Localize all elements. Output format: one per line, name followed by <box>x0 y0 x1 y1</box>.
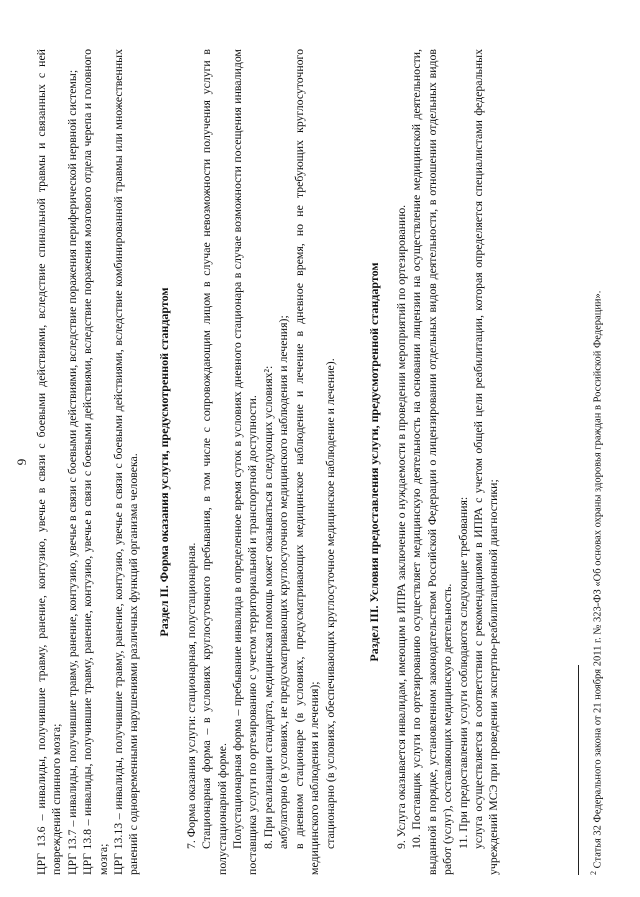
section-3-item-9: 9. Услуга оказывается инвалидам, имеющим в ИПРА заключение о нуждаемости в проведении мероприятий по ортезированию. <box>393 204 408 849</box>
section-2-item-8: 8. При реализации стандарта, медицинская помощь может оказываться в следующих условиях²: <box>260 365 275 849</box>
footnote-text: Статья 32 Федерального закона от 21 ноября 2011 г. № 323-ФЗ «Об основах охраны здоровья граждан в Российской Федерации». <box>592 290 604 869</box>
section-2-outpatient: амбулаторно (в условиях, не предусматривающих круглосуточного медицинского наблюдения и лечения); <box>276 315 291 849</box>
section-3-heading: Раздел III. Условия предоставления услуги, предусмотренной стандартом <box>366 262 381 662</box>
section-2-inpatient: стационарно (в условиях, обеспечивающих круглосуточное медицинское наблюдение и лечение). <box>322 358 337 849</box>
footnote-divider <box>578 665 579 875</box>
page-number: 9 <box>14 458 29 466</box>
section-2-stationary-form: Стационарная форма – в условиях круглосуточного пребывания, в том числе с сопровождающим лицом в случае невозможности получения услуги в полустационарной форме. <box>199 49 229 875</box>
crg-13-13-paragraph: ЦРГ 13.13 – инвалиды, получившие травму, ранение, контузию, увечье в связи с боевыми действиями, вследствие комбинированной травмы или множественных ранений с одновременными нарушениями различных функций организма человека. <box>111 49 141 875</box>
footnote-marker: 2 <box>589 871 598 875</box>
crg-13-7-paragraph: ЦРГ 13.7 – инвалиды, получившие травму, ранение, контузию, увечье в связи с боевыми действиями, вследствие поражения периферической нервной системы; <box>64 69 79 875</box>
section-2-day-hospital: в дневном стационаре (в условиях, предусматривающих медицинское наблюдение и лечение в дневное время, но не требующих круглосуточного медицинского наблюдения и лечения); <box>291 49 322 875</box>
footnote-area <box>578 49 606 875</box>
section-3-requirement: услуга осуществляется в соответствии с рекомендациями в ИПРА с учетом общей цели реабилитации, которая определяется специалистами федеральных учреждений МСЭ при проведении экспертно-реабилитационной диагностики; <box>470 49 501 875</box>
crg-13-8-paragraph: ЦРГ 13.8 – инвалиды, получившие травму, ранение, контузию, увечье в связи с боевыми действиями, вследствие поражения мозгового отдела черепа и головного мозга; <box>80 49 110 875</box>
page-body <box>14 49 502 875</box>
section-2-heading: Раздел II. Форма оказания услуги, предусмотренной стандартом <box>156 287 171 637</box>
footnote <box>587 49 606 875</box>
crg-13-6-paragraph: ЦРГ 13.6 – инвалиды, получившие травму, ранение, контузию, увечье в связи с боевыми действиями, вследствие спинальной травмы и связанных с ней повреждений спинного мозга; <box>34 49 64 875</box>
section-3-item-10: 10. Поставщик услуги по ортезированию осуществляет медицинскую деятельность на основании лицензии на осуществление медицинской деятельности, выданной в порядке, установленном законодательством Российской Федерации о лицензировании отдельных видов деятельности, в отношении отдельных видов работ (услуг), составляющих медицинскую деятельность. <box>409 49 455 875</box>
spacer <box>338 49 352 875</box>
section-3-item-11: 11. При предоставлении услуги соблюдаются следующие требования: <box>455 496 470 849</box>
section-2-semi-stationary-form: Полустационарная форма – пребывание инвалида в определенное время суток в условиях дневного стационара в случае возможности посещения инвалидом поставщика услуги по ортезированию с учетом территориальной и транспортной доступности. <box>230 49 260 875</box>
section-2-item-7: 7. Форма оказания услуги: стационарная, полустационарная. <box>183 542 198 849</box>
